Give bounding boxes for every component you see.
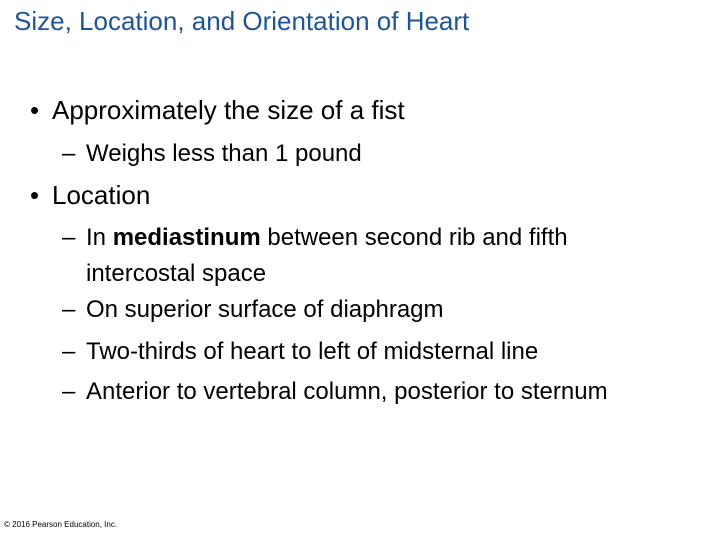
sub-bullet-line <box>62 220 702 256</box>
sub-bullet-text: Weighs less than 1 pound <box>86 140 362 167</box>
dash-marker: – <box>62 224 76 251</box>
sub-bullet-midsternal <box>62 334 538 370</box>
sub-bullet-continuation: intercostal space <box>86 260 267 287</box>
bullet-size <box>30 95 405 126</box>
dash-marker: – <box>62 378 76 405</box>
dash-marker: – <box>62 140 76 167</box>
sub-bullet-anterior <box>62 374 608 410</box>
sub-bullet-bold-term: mediastinum <box>112 224 261 251</box>
bullet-marker: • <box>30 95 40 125</box>
sub-bullet-post: between second rib and fifth <box>260 224 568 251</box>
sub-bullet-pre: In <box>86 224 113 251</box>
bullet-marker: • <box>30 180 40 210</box>
dash-marker: – <box>62 338 76 365</box>
sub-bullet-diaphragm <box>62 292 444 328</box>
bullet-text: Location <box>52 180 151 210</box>
bullet-location <box>30 180 150 211</box>
sub-bullet-text: Anterior to vertebral column, posterior to sternum <box>86 378 608 405</box>
sub-bullet-text: On superior surface of diaphragm <box>86 296 444 323</box>
dash-marker: – <box>62 296 76 323</box>
sub-bullet-text: Two-thirds of heart to left of midsternal line <box>86 338 539 365</box>
bullet-text: Approximately the size of a fist <box>52 95 405 125</box>
slide-title: Size, Location, and Orientation of Heart <box>14 6 470 36</box>
copyright-footer: © 2016 Pearson Education, Inc. <box>4 520 118 529</box>
sub-bullet-mediastinum <box>62 220 702 292</box>
sub-bullet-weight <box>62 136 362 172</box>
